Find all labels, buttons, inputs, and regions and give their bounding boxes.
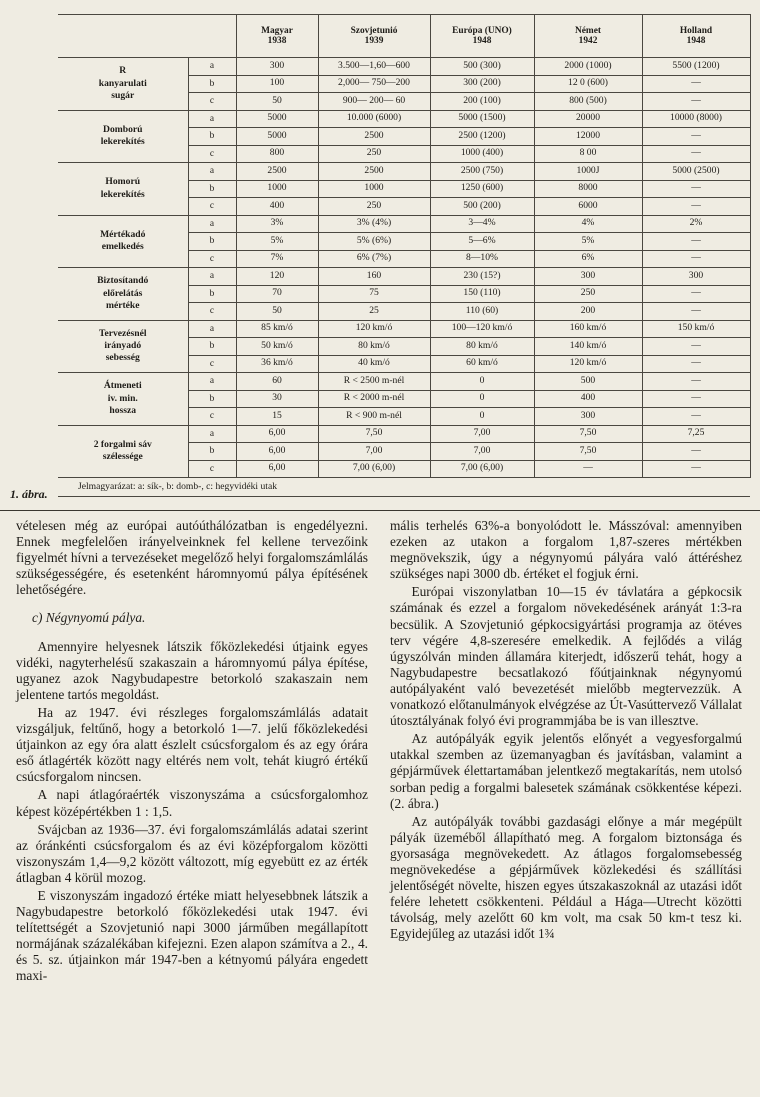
- row-group-label: Domború lekerekítés: [58, 110, 188, 163]
- table-cell: 150 (110): [430, 285, 534, 303]
- table-cell: 800: [236, 145, 318, 163]
- table-cell: 2,000— 750—200: [318, 75, 430, 93]
- table-cell: 12000: [534, 128, 642, 146]
- table-cell: 3% (4%): [318, 215, 430, 233]
- terrain-code: c: [188, 303, 236, 321]
- table-cell: —: [642, 233, 750, 251]
- terrain-code: b: [188, 338, 236, 356]
- table-cell: 1000J: [534, 163, 642, 181]
- terrain-code: c: [188, 250, 236, 268]
- table-cell: 1000: [318, 180, 430, 198]
- terrain-code: a: [188, 320, 236, 338]
- table-cell: —: [642, 180, 750, 198]
- terrain-code: c: [188, 145, 236, 163]
- table-cell: 5000 (1500): [430, 110, 534, 128]
- table-cell: 25: [318, 303, 430, 321]
- table-cell: 0: [430, 408, 534, 426]
- table-cell: 7,00: [430, 425, 534, 443]
- table-cell: 800 (500): [534, 93, 642, 111]
- table-cell: 1000 (400): [430, 145, 534, 163]
- section-heading: c) Négynyomú pálya.: [32, 610, 146, 626]
- table-cell: 2500: [318, 128, 430, 146]
- table-cell: 50: [236, 93, 318, 111]
- table-cell: 150 km/ó: [642, 320, 750, 338]
- terrain-code: a: [188, 215, 236, 233]
- table-cell: 7,50: [534, 425, 642, 443]
- table-cell: 250: [318, 198, 430, 216]
- table-cell: 0: [430, 390, 534, 408]
- table-cell: 15: [236, 408, 318, 426]
- table-row: [58, 373, 750, 391]
- paragraph: Svájcban az 1936—37. évi forgalomszámlálás adatai szerint az óránkénti csúcsforgalom és az évi középforgalom közötti viszonyszám 1,4—9,2 között változott, míg egyebütt ez az érték átlagban 4 körül mozog.: [16, 821, 368, 885]
- table-body: [58, 58, 750, 497]
- table-cell: 160 km/ó: [534, 320, 642, 338]
- header-corner: [58, 15, 236, 58]
- table-cell: —: [642, 390, 750, 408]
- table-cell: 2500 (750): [430, 163, 534, 181]
- table-row: [58, 163, 750, 181]
- table-cell: 7,00: [318, 443, 430, 461]
- table-cell: 900— 200— 60: [318, 93, 430, 111]
- row-group-label: Homorú lekerekítés: [58, 163, 188, 216]
- table-cell: 70: [236, 285, 318, 303]
- terrain-code: a: [188, 110, 236, 128]
- table-cell: —: [642, 373, 750, 391]
- table-cell: —: [642, 145, 750, 163]
- table-cell: 6,00: [236, 425, 318, 443]
- table-cell: 10000 (8000): [642, 110, 750, 128]
- table-cell: R < 2500 m-nél: [318, 373, 430, 391]
- table-cell: 3—4%: [430, 215, 534, 233]
- table-cell: 200: [534, 303, 642, 321]
- table-cell: —: [642, 93, 750, 111]
- terrain-code: b: [188, 180, 236, 198]
- table-cell: 5000: [236, 128, 318, 146]
- table-cell: 7,50: [534, 443, 642, 461]
- table-cell: 120 km/ó: [318, 320, 430, 338]
- table-cell: 1000: [236, 180, 318, 198]
- row-group-label: 2 forgalmi sáv szélessége: [58, 425, 188, 478]
- table-cell: 5%: [534, 233, 642, 251]
- table-cell: —: [642, 338, 750, 356]
- left-text-column: [16, 518, 368, 987]
- paragraph: E viszonyszám ingadozó értéke miatt helyesebbnek látszik a Nagybudapestre betorkoló főközlekedési utak 1947. évi telítettségét a Szovjetunió napi 3000 járműben megállapított normájának százalékában kifejezni. Ezen alapon számítva a 2., 4. és 5. sz. útjainkon már 1947-ben a kétnyomú pályára engedett maxi-: [16, 887, 368, 984]
- table-row: [58, 425, 750, 443]
- terrain-code: c: [188, 408, 236, 426]
- table-cell: 6,00: [236, 443, 318, 461]
- terrain-code: b: [188, 443, 236, 461]
- terrain-code: c: [188, 198, 236, 216]
- table-cell: R < 900 m-nél: [318, 408, 430, 426]
- terrain-code: c: [188, 355, 236, 373]
- row-group-label: Biztosítandó előrelátás mértéke: [58, 268, 188, 321]
- table-row: [58, 320, 750, 338]
- terrain-code: a: [188, 268, 236, 286]
- table-cell: 6,00: [236, 460, 318, 478]
- table-cell: 7%: [236, 250, 318, 268]
- terrain-code: b: [188, 285, 236, 303]
- paragraph: Az autópályák egyik jelentős előnyét a vegyesforgalmú utakkal szemben az üzemanyagban és javításban, valamint a gépjárművek élettartamában jelentkező megtakarítás, nem utolsó sorban pedig a forgalmi balesetek számának csökkentése képezi. (2. ábra.): [390, 731, 742, 811]
- table-cell: 500: [534, 373, 642, 391]
- paragraph: Amennyire helyesnek látszik főközlekedési útjaink egyes vidéki, nagyterhelésű szakaszain a háromnyomú pálya építése, ugyanez azok Nagybudapestre betorkoló szakaszain nem jelentene tartós megoldást.: [16, 638, 368, 702]
- paragraph: Az autópályák további gazdasági előnye a már megépült pályák üzeméből állapítható meg. A forgalom biztonsága és gyorsasága megnövekedett. Az átlagos forgalomsebesség megnövekedése a gépjárművek közlekedési és szállítási jelentőségét növelte, hiszen egyes útszakaszoknál az utazási időt felére lehetett csökkenteni. Például a Hága—Utrecht közötti távolság, mely azelőtt 60 km volt, ma csak 50 km-t tesz ki. Egyidejűleg az utazási időt 1¾: [390, 813, 742, 942]
- column-header: Német 1942: [534, 15, 642, 58]
- table-cell: 8—10%: [430, 250, 534, 268]
- table-cell: 20000: [534, 110, 642, 128]
- terrain-code: a: [188, 58, 236, 76]
- table-cell: —: [642, 250, 750, 268]
- table-cell: 5000 (2500): [642, 163, 750, 181]
- column-header: Holland 1948: [642, 15, 750, 58]
- table-cell: 50 km/ó: [236, 338, 318, 356]
- table-cell: 2500: [318, 163, 430, 181]
- table-cell: 230 (15?): [430, 268, 534, 286]
- paragraph: A napi átlagóraérték viszonyszáma a csúcsforgalomhoz képest középértékben 1 : 1,5.: [16, 787, 368, 819]
- paragraph: Európai viszonylatban 10—15 év távlatára a gépkocsik számának és ezzel a forgalom növekedésének arányát 1:3-ra becsülik. A Szovjetunió gépkocsigyártási programja az ötéves terv végére 4,8-szeresére emelkedik. A fejlődés a világ úgyszólván minden államára kiterjedt, időszerű tehát, hogy a Nagybudapestre becsatlakozó főútjainknak négynyomú autópályaként való bevezetését mielőbb megtervezzük. A vonatkozó előtanulmányok elvégzése az Út-Vasúttervező Vállalat útosztályának folyó évi programmjába be is van illesztve.: [390, 584, 742, 729]
- table-cell: 6%: [534, 250, 642, 268]
- table-cell: 250: [534, 285, 642, 303]
- table-cell: 5%: [236, 233, 318, 251]
- table-cell: 36 km/ó: [236, 355, 318, 373]
- table-cell: —: [642, 198, 750, 216]
- table-cell: 200 (100): [430, 93, 534, 111]
- table-cell: 1250 (600): [430, 180, 534, 198]
- table-cell: 5% (6%): [318, 233, 430, 251]
- table-cell: —: [642, 303, 750, 321]
- table-cell: 0: [430, 373, 534, 391]
- table-cell: 5000: [236, 110, 318, 128]
- table-cell: 7,25: [642, 425, 750, 443]
- table-cell: —: [642, 128, 750, 146]
- row-group-label: Átmeneti iv. min. hossza: [58, 373, 188, 426]
- table-cell: —: [642, 443, 750, 461]
- table-cell: —: [642, 355, 750, 373]
- table-cell: 300: [642, 268, 750, 286]
- table-cell: —: [642, 408, 750, 426]
- paragraph: mális terhelés 63%-a bonyolódott le. Másszóval: amennyiben ezeken az utakon a forgalom 1,87-szeres mértékben megnövekszik, úgy a négynyomú pályára való áttéréshez szükséges napi 3000 db. értéket el fogjuk érni.: [390, 518, 742, 582]
- table-cell: 75: [318, 285, 430, 303]
- terrain-code: c: [188, 93, 236, 111]
- table-cell: 120: [236, 268, 318, 286]
- table-cell: 250: [318, 145, 430, 163]
- table-cell: 7,00 (6,00): [318, 460, 430, 478]
- table-legend: Jelmagyarázat: a: sík-, b: domb-, c: hegyvidéki utak: [58, 478, 750, 497]
- table-cell: 3.500—1,60—600: [318, 58, 430, 76]
- table-cell: 3%: [236, 215, 318, 233]
- table-cell: 4%: [534, 215, 642, 233]
- table-cell: 6000: [534, 198, 642, 216]
- terrain-code: b: [188, 390, 236, 408]
- legend-row: [58, 478, 750, 497]
- terrain-code: c: [188, 460, 236, 478]
- table-cell: 110 (60): [430, 303, 534, 321]
- table-cell: 7,00: [430, 443, 534, 461]
- table-cell: 8000: [534, 180, 642, 198]
- terrain-code: b: [188, 128, 236, 146]
- table-cell: R < 2000 m-nél: [318, 390, 430, 408]
- table-cell: 50: [236, 303, 318, 321]
- table-cell: 5—6%: [430, 233, 534, 251]
- table-cell: 30: [236, 390, 318, 408]
- column-header: Magyar 1938: [236, 15, 318, 58]
- row-group-label: Tervezésnél irányadó sebesség: [58, 320, 188, 373]
- table-cell: 100—120 km/ó: [430, 320, 534, 338]
- table-row: [58, 268, 750, 286]
- divider-rule: [0, 510, 760, 511]
- table-cell: 60: [236, 373, 318, 391]
- column-header: Európa (UNO) 1948: [430, 15, 534, 58]
- table-cell: 300: [534, 408, 642, 426]
- table-cell: 85 km/ó: [236, 320, 318, 338]
- table-cell: 300: [534, 268, 642, 286]
- table-cell: 140 km/ó: [534, 338, 642, 356]
- table-cell: 300 (200): [430, 75, 534, 93]
- table-cell: 160: [318, 268, 430, 286]
- table-cell: 2000 (1000): [534, 58, 642, 76]
- table-cell: 5500 (1200): [642, 58, 750, 76]
- table-cell: 2500 (1200): [430, 128, 534, 146]
- table-cell: —: [534, 460, 642, 478]
- table-cell: 80 km/ó: [318, 338, 430, 356]
- table-cell: 7,00 (6,00): [430, 460, 534, 478]
- terrain-code: b: [188, 233, 236, 251]
- table-cell: 6% (7%): [318, 250, 430, 268]
- table-cell: 40 km/ó: [318, 355, 430, 373]
- table-cell: 2500: [236, 163, 318, 181]
- table-cell: 8 00: [534, 145, 642, 163]
- table-header-row: [58, 15, 750, 58]
- table-cell: 2%: [642, 215, 750, 233]
- table-cell: 7,50: [318, 425, 430, 443]
- column-header: Szovjetunió 1939: [318, 15, 430, 58]
- table-cell: 400: [534, 390, 642, 408]
- table-cell: —: [642, 75, 750, 93]
- right-text-column: [390, 518, 742, 944]
- table-cell: 120 km/ó: [534, 355, 642, 373]
- row-group-label: Mértékadó emelkedés: [58, 215, 188, 268]
- table-cell: 300: [236, 58, 318, 76]
- terrain-code: a: [188, 163, 236, 181]
- table-row: [58, 58, 750, 76]
- table-cell: 60 km/ó: [430, 355, 534, 373]
- table-cell: —: [642, 285, 750, 303]
- table-cell: 500 (200): [430, 198, 534, 216]
- paragraph: Ha az 1947. évi részleges forgalomszámlálás adatait vizsgáljuk, feltűnő, hogy a betorkoló 1—7. jelű főközlekedési útjainkon az egy óra alatt észlelt csúcsforgalom és az egy órára eső átlagérték között nagy eltérés nem volt, tehát kiugró értékű csúcsforgalom nincsen.: [16, 704, 368, 785]
- table-cell: 500 (300): [430, 58, 534, 76]
- road-design-comparison-table: [58, 14, 751, 497]
- row-group-label: R kanyarulati sugár: [58, 58, 188, 111]
- terrain-code: b: [188, 75, 236, 93]
- table-cell: 100: [236, 75, 318, 93]
- table-cell: 10.000 (6000): [318, 110, 430, 128]
- terrain-code: a: [188, 373, 236, 391]
- table-cell: 12 0 (600): [534, 75, 642, 93]
- table-row: [58, 110, 750, 128]
- paragraph: vételesen még az európai autóúthálózatban is engedélyezni. Ennek megfelelően irányelveinknek fel kellene tervezőink figyelmét hívni a tervezéseket megelőző helyi forgalomszámlálás szükségességére, és esetenként háromnyomú pálya építésének lehetőségére.: [16, 518, 368, 598]
- table-cell: —: [642, 460, 750, 478]
- figure-caption: 1. ábra.: [10, 487, 48, 501]
- terrain-code: a: [188, 425, 236, 443]
- table-row: [58, 215, 750, 233]
- table-cell: 400: [236, 198, 318, 216]
- table-cell: 80 km/ó: [430, 338, 534, 356]
